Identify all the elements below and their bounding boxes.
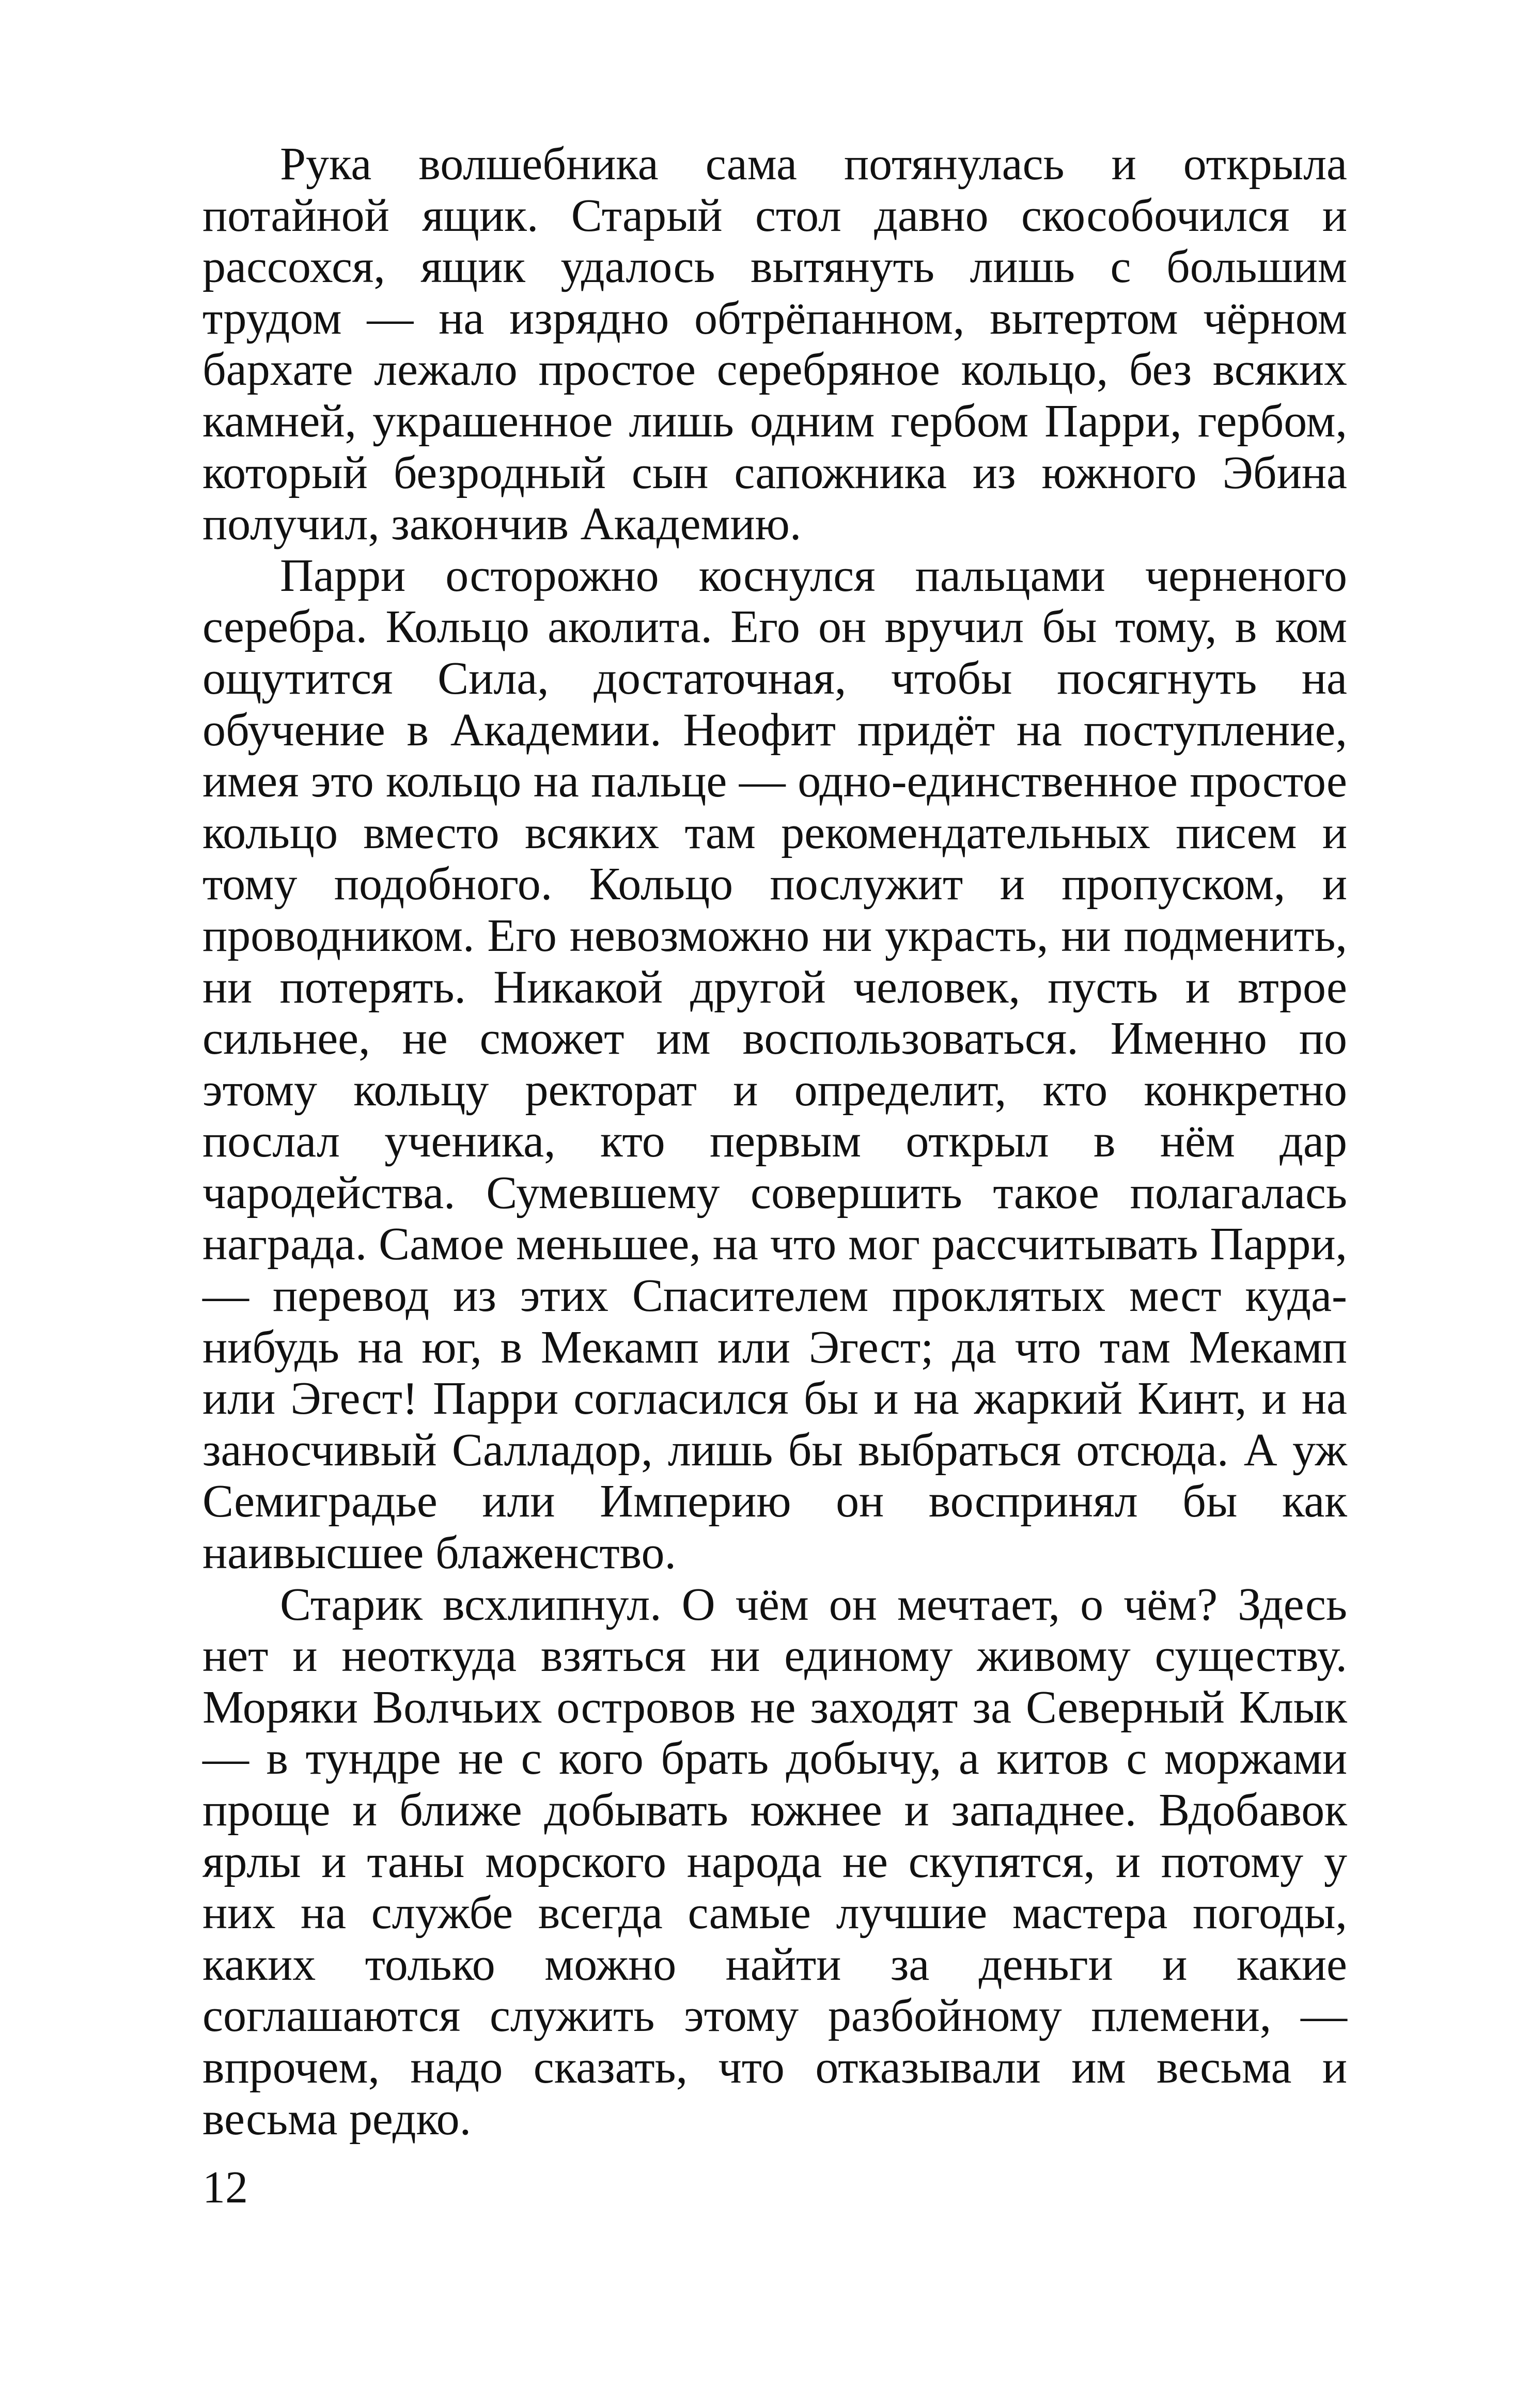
paragraph-1: Рука волшебника сама потянулась и открыла потайной ящик. Старый стол давно скособочился и рассохся, ящик удалось вытянуть лишь с большим трудом — на изрядно обтрёпанном, вытертом чёрном бархате лежало простое серебряное кольцо, без всяких камней, украшенное лишь одним гербом Парри, гербом, который безродный сын сапожника из южного Эбина получил, закончив Академию. [202,138,1347,550]
body-text [202,138,1347,2145]
page-number: 12 [202,2163,248,2213]
paragraph-2: Парри осторожно коснулся пальцами черненого серебра. Кольцо аколита. Его он вручил бы тому, в ком ощутится Сила, достаточная, чтобы посягнуть на обучение в Академии. Неофит придёт на поступление, имея это кольцо на пальце — одно-единственное простое кольцо вместо всяких там рекомендательных писем и тому подобного. Кольцо послужит и пропуском, и проводником. Его невозможно ни украсть, ни подменить, ни потерять. Никакой другой человек, пусть и втрое сильнее, не сможет им воспользоваться. Именно по этому кольцу ректорат и определит, кто конкретно послал ученика, кто первым открыл в нём дар чародейства. Сумевшему совершить такое полагалась награда. Самое меньшее, на что мог рассчитывать Парри, — перевод из этих Спасителем проклятых мест куда-нибудь на юг, в Мекамп или Эгест; да что там Мекамп или Эгест! Парри согласился бы и на жаркий Кинт, и на заносчивый Салладор, лишь бы выбраться отсюда. А уж Семиградье или Империю он воспринял бы как наивысшее блаженство. [202,550,1347,1579]
paragraph-3: Старик всхлипнул. О чём он мечтает, о чём? Здесь нет и неоткуда взяться ни единому живому существу. Моряки Волчьих островов не заходят за Северный Клык — в тундре не с кого брать добычу, а китов с моржами проще и ближе добывать южнее и западнее. Вдобавок ярлы и таны морского народа не скупятся, и потому у них на службе всегда самые лучшие мастера погоды, каких только можно найти за деньги и какие соглашаются служить этому разбойному племени, — впрочем, надо сказать, что отказывали им весьма и весьма редко. [202,1578,1347,2145]
